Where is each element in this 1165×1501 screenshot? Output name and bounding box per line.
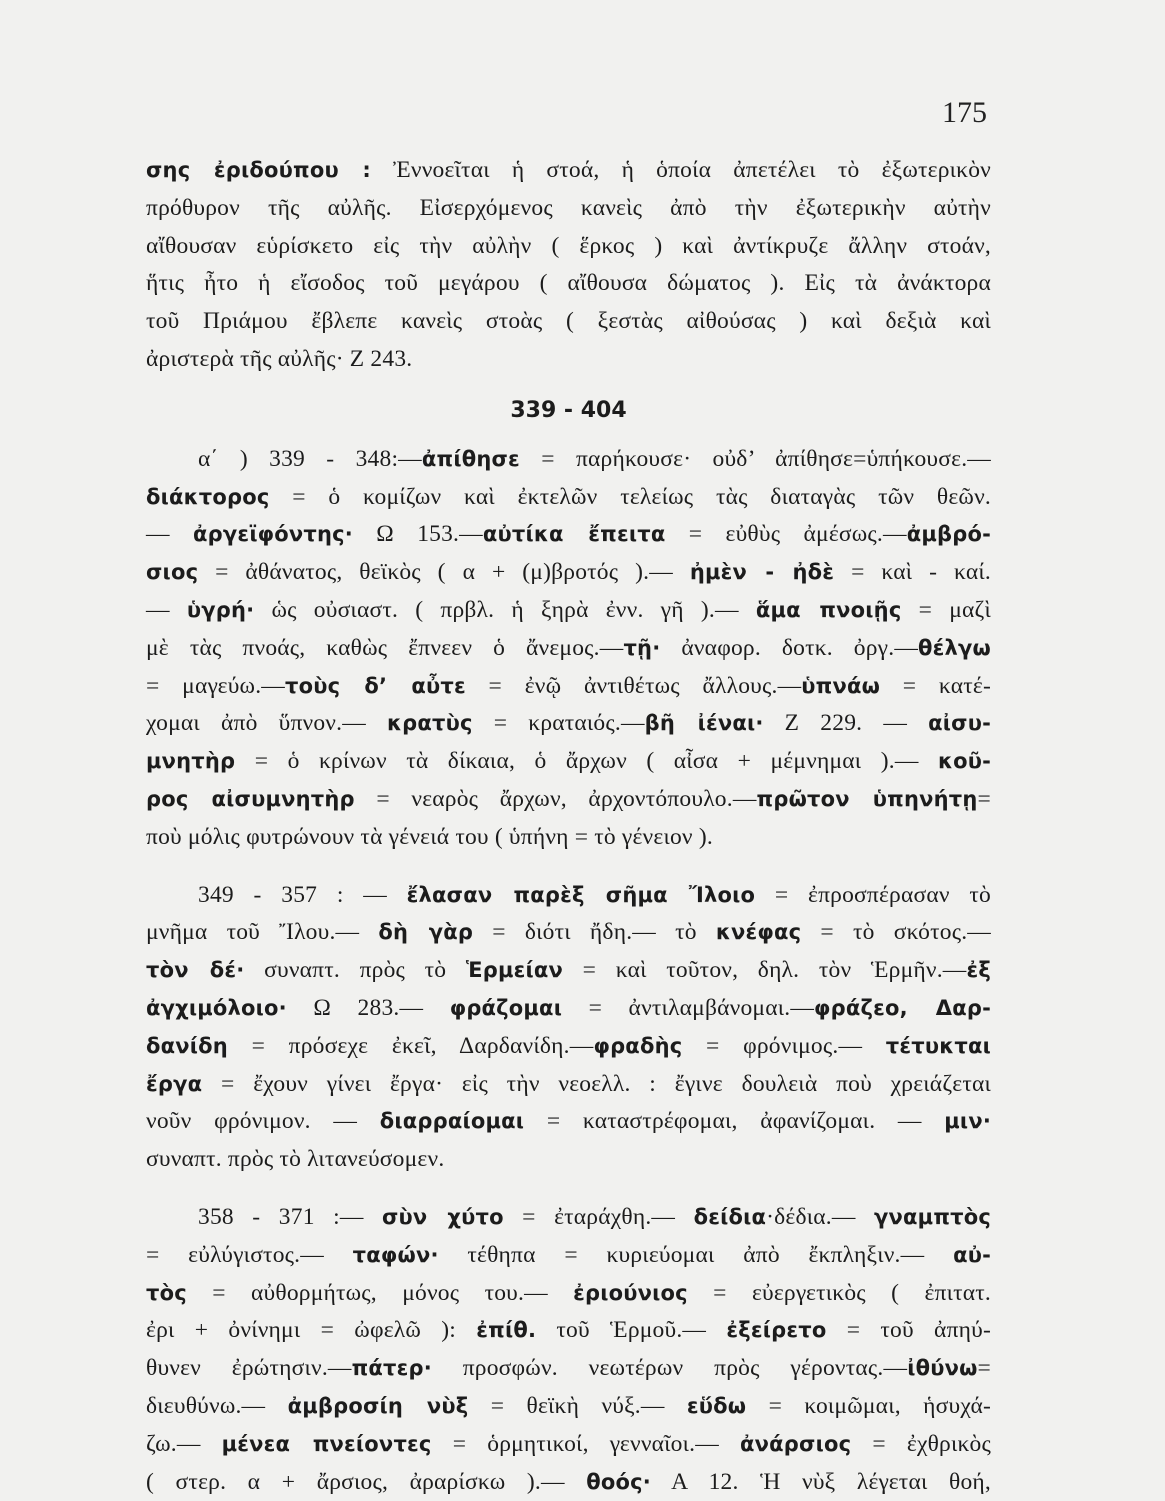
text-line — [146, 1103, 991, 1141]
gloss-text: = μαζὶ — [901, 597, 991, 623]
page-number: 175 — [942, 96, 987, 130]
lemma-term: μνητὴρ — [146, 749, 235, 773]
text-line — [146, 516, 991, 554]
text-line — [146, 743, 991, 781]
gloss-text: = εὐθὺς ἀμέσως.— — [666, 521, 907, 547]
lemma-term: μιν· — [944, 1109, 991, 1133]
gloss-text: 358 - 371 :— — [198, 1204, 382, 1230]
text-line — [146, 1388, 991, 1426]
gloss-text: = τοῦ ἀπηύ- — [826, 1317, 991, 1343]
lemma-term: δανίδη — [146, 1034, 228, 1058]
lemma-term: ὑγρή· — [187, 598, 254, 622]
lemma-term: δὴ γὰρ — [378, 920, 473, 944]
section-heading: 339 - 404 — [146, 379, 991, 441]
text-line — [146, 630, 991, 668]
text-line — [146, 877, 991, 915]
text-line — [146, 1141, 991, 1179]
gloss-text: Α 12. Ἡ νὺξ λέγεται θοή, — [651, 1469, 991, 1495]
gloss-text: ·δέδια.— — [766, 1204, 874, 1230]
gloss-text: διευθύνω.— — [146, 1393, 288, 1419]
gloss-text: = παρήκουσε· οὐδ’ ἀπίθησε=ὑπήκουσε.— — [520, 446, 991, 472]
gloss-text: = ἐχθρικὸς — [851, 1431, 991, 1457]
gloss-text: = ἔχουν γίνει ἔργα· εἰς τὴν νεοελλ. : ἔγινε δουλειὰ ποὺ χρειάζεται — [202, 1071, 991, 1097]
gloss-text: ζω.— — [146, 1431, 222, 1457]
lemma-term: βῆ ἰέναι· — [645, 711, 764, 735]
lemma-term: σιος — [146, 560, 198, 584]
lemma-term: φραδὴς — [593, 1034, 682, 1058]
text-line — [146, 592, 991, 630]
gloss-text: = — [978, 786, 991, 812]
gloss-text: = εὐεργετικὸς ( ἐπιτατ. — [688, 1280, 991, 1306]
gloss-text: συναπτ. πρὸς τὸ λιτανεύσομεν. — [146, 1146, 444, 1172]
text-line — [146, 1312, 991, 1350]
gloss-text: = καὶ - καί. — [834, 559, 991, 585]
lemma-term: κνέφας — [716, 920, 801, 944]
gloss-text: Ζ 229. — — [764, 710, 929, 736]
text-line — [146, 341, 991, 379]
gloss-text: θυνεν ἐρώτησιν.— — [146, 1355, 352, 1381]
text-line — [146, 228, 991, 266]
text-line — [146, 441, 991, 479]
lemma-term: αὐ- — [953, 1243, 991, 1267]
lemma-term: μένεα πνείοντες — [222, 1432, 432, 1456]
text-line — [146, 819, 991, 857]
text-line — [146, 705, 991, 743]
gloss-text: = αὐθορμήτως, μόνος του.— — [187, 1280, 573, 1306]
lemma-term: δείδια — [694, 1205, 767, 1229]
gloss-text: = θεϊκὴ νύξ.— — [468, 1393, 687, 1419]
lemma-term: αἰσυ- — [928, 711, 991, 735]
gloss-text: α΄ ) 339 - 348:— — [198, 446, 422, 472]
gloss-text: Ω 153.— — [353, 521, 483, 547]
gloss-text: Ω 283.— — [287, 995, 450, 1021]
lemma-term: Ἑρμείαν — [466, 958, 563, 982]
gloss-text: τέθηπα = κυριεύομαι ἀπὸ ἔκπληξιν.— — [439, 1242, 953, 1268]
gloss-text: ποὺ μόλις φυτρώνουν τὰ γένειά του ( ὑπήνη = τὸ γένειον ). — [146, 824, 713, 850]
lemma-term: τὸν δέ· — [146, 958, 245, 982]
lemma-term: θέλγω — [918, 636, 991, 660]
gloss-text: πρόθυρον τῆς αὐλῆς. Εἰσερχόμενος κανεὶς ἀπὸ τὴν ἐξωτερικὴν αὐτὴν — [146, 195, 991, 221]
lemma-term: κοῦ- — [938, 749, 991, 773]
lemma-term: γναμπτὸς — [874, 1205, 991, 1229]
lemma-term: διάκτορος — [146, 485, 270, 509]
gloss-text: = ἐνῷ ἀντιθέτως ἄλλους.— — [466, 673, 801, 699]
lemma-term: πάτερ· — [352, 1356, 432, 1380]
lemma-term: ἠμὲν - ἠδὲ — [690, 560, 834, 584]
text-line — [146, 265, 991, 303]
gloss-text: ἥτις ἦτο ἡ εἴσοδος τοῦ μεγάρου ( αἴθουσα δώματος ). Εἰς τὰ ἀνάκτορα — [146, 270, 991, 296]
gloss-text: = κραταιός.— — [473, 710, 645, 736]
lemma-term: σης ἐριδούπου : — [146, 158, 371, 182]
lemma-term: σὺν χύτο — [382, 1205, 504, 1229]
text-line — [146, 668, 991, 706]
paragraph-gap — [146, 857, 991, 877]
lemma-term: φράζεο, Δαρ- — [814, 996, 991, 1020]
lemma-term: ἐξ — [967, 958, 992, 982]
text-line — [146, 1237, 991, 1275]
lemma-term: ἐξείρετο — [726, 1318, 826, 1342]
gloss-text: νοῦν φρόνιμον. — — [146, 1108, 380, 1134]
lemma-term: ἀργεϊφόντης· — [193, 522, 353, 546]
gloss-text: = ὁ κρίνων τὰ δίκαια, ὁ ἄρχων ( αἶσα + μέμνημαι ).— — [235, 748, 938, 774]
paragraph-gap — [146, 1179, 991, 1199]
lemma-term: τῇ· — [623, 636, 660, 660]
text-line — [146, 479, 991, 517]
gloss-text: ἀριστερὰ τῆς αὐλῆς· Ζ 243. — [146, 346, 412, 372]
gloss-text: = τὸ σκότος.— — [801, 919, 991, 945]
lemma-term: ἀμβροσίη νὺξ — [288, 1394, 469, 1418]
text-line — [146, 1066, 991, 1104]
gloss-text: = κοιμῶμαι, ἡσυχά- — [746, 1393, 991, 1419]
gloss-text: ( στερ. α + ἄρσιος, ἀραρίσκω ).— — [146, 1469, 586, 1495]
text-line — [146, 1426, 991, 1464]
text-line — [146, 152, 991, 190]
gloss-text: = καὶ τοῦτον, δηλ. τὸν Ἑρμῆν.— — [563, 957, 966, 983]
text-line — [146, 303, 991, 341]
lemma-term: τέτυκται — [886, 1034, 991, 1058]
gloss-text: = — [978, 1355, 991, 1381]
gloss-text: — — [146, 521, 193, 547]
gloss-text: ὡς οὐσιαστ. ( πρβλ. ἡ ξηρὰ ἐνν. γῆ ).— — [254, 597, 756, 623]
lemma-term: τοὺς δ’ αὖτε — [285, 674, 466, 698]
text-line — [146, 190, 991, 228]
gloss-text: = μαγεύω.— — [146, 673, 285, 699]
text-line — [146, 554, 991, 592]
lemma-term: ἐριούνιος — [573, 1281, 688, 1305]
gloss-text: τοῦ Πριάμου ἔβλεπε κανεὶς στοὰς ( ξεστὰς αἰθούσας ) καὶ δεξιὰ καὶ — [146, 308, 991, 334]
lemma-term: διαρραίομαι — [380, 1109, 524, 1133]
gloss-text: = ὁρμητικοί, γενναῖοι.— — [432, 1431, 740, 1457]
lemma-term: ἅμα πνοιῇς — [756, 598, 902, 622]
gloss-text: = εὐλύγιστος.— — [146, 1242, 353, 1268]
lemma-term: φράζομαι — [450, 996, 562, 1020]
lemma-term: ἔλασαν παρὲξ σῆμα Ἴλοιο — [407, 883, 756, 907]
gloss-text: προσφών. νεωτέρων πρὸς γέροντας.— — [432, 1355, 907, 1381]
text-line — [146, 1275, 991, 1313]
body-text — [146, 152, 991, 1501]
gloss-text: — — [146, 597, 187, 623]
text-line — [146, 1028, 991, 1066]
lemma-term: κρατὺς — [387, 711, 473, 735]
text-line — [146, 952, 991, 990]
gloss-text: = ὁ κομίζων καὶ ἐκτελῶν τελείως τὰς διαταγὰς τῶν θεῶν. — [270, 484, 992, 510]
lemma-term: ἀγχιμόλοιο· — [146, 996, 287, 1020]
text-line — [146, 781, 991, 819]
gloss-text: μὲ τὰς πνοάς, καθὼς ἔπνεεν ὁ ἄνεμος.— — [146, 635, 623, 661]
lemma-term: τὸς — [146, 1281, 187, 1305]
lemma-term: ὑπνάω — [801, 674, 880, 698]
text-line — [146, 990, 991, 1028]
gloss-text: = ἀντιλαμβάνομαι.— — [562, 995, 814, 1021]
gloss-text: = καταστρέφομαι, ἀφανίζομαι. — — [524, 1108, 944, 1134]
lemma-term: ρος αἰσυμνητὴρ — [146, 787, 355, 811]
lemma-term: θοός· — [586, 1470, 651, 1494]
lemma-term: αὐτίκα ἔπειτα — [483, 522, 666, 546]
lemma-term: ἀνάρσιος — [740, 1432, 851, 1456]
lemma-term: ἰθύνω — [907, 1356, 977, 1380]
gloss-text: ἀναφορ. δοτκ. ὀργ.— — [660, 635, 918, 661]
gloss-text: = ἐταράχθη.— — [504, 1204, 694, 1230]
gloss-text: = πρόσεχε ἐκεῖ, Δαρδανίδη.— — [228, 1033, 594, 1059]
lemma-term: πρῶτον ὑπηνήτῃ — [757, 787, 978, 811]
gloss-text: 349 - 357 : — — [198, 882, 407, 908]
text-line — [146, 1350, 991, 1388]
gloss-text: = νεαρὸς ἄρχων, ἀρχοντόπουλο.— — [355, 786, 757, 812]
lemma-term: ἀμβρό- — [907, 522, 991, 546]
lemma-term: ἔργα — [146, 1072, 202, 1096]
gloss-text: μνῆμα τοῦ Ἴλου.— — [146, 919, 378, 945]
lemma-term: εὕδω — [687, 1394, 746, 1418]
gloss-text: Ἐννοεῖται ἡ στοά, ἡ ὁποία ἀπετέλει τὸ ἐξωτερικὸν — [371, 157, 991, 183]
gloss-text: = φρόνιμος.— — [682, 1033, 885, 1059]
gloss-text: = διότι ἤδη.— τὸ — [473, 919, 716, 945]
text-line — [146, 914, 991, 952]
gloss-text: ἐρι + ὀνίνημι = ὠφελῶ ): — [146, 1317, 476, 1343]
gloss-text: = ἐπροσπέρασαν τὸ — [755, 882, 991, 908]
lemma-term: ταφών· — [353, 1243, 439, 1267]
gloss-text: = κατέ- — [880, 673, 991, 699]
gloss-text: αἴθουσαν εὑρίσκετο εἰς τὴν αὐλὴν ( ἕρκος ) καὶ ἀντίκρυζε ἄλλην στοάν, — [146, 233, 991, 259]
gloss-text: = ἀθάνατος, θεϊκὸς ( α + (μ)βροτός ).— — [198, 559, 690, 585]
gloss-text: τοῦ Ἑρμοῦ.— — [536, 1317, 726, 1343]
gloss-text: χομαι ἀπὸ ὕπνον.— — [146, 710, 387, 736]
lemma-term: ἀπίθησε — [422, 447, 520, 471]
lemma-term: ἐπίθ. — [476, 1318, 536, 1342]
gloss-text: συναπτ. πρὸς τὸ — [245, 957, 466, 983]
text-line — [146, 1464, 991, 1501]
text-line — [146, 1199, 991, 1237]
